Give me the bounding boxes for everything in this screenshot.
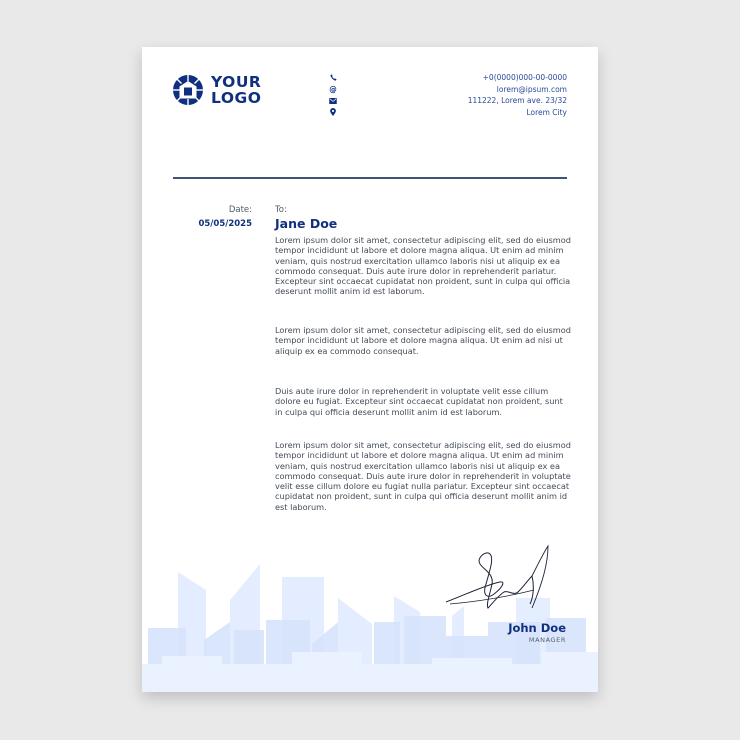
- date-label: Date:: [228, 205, 252, 215]
- recipient-name: Jane Doe: [275, 216, 338, 231]
- to-label: To:: [275, 205, 287, 215]
- body-paragraph-1: Lorem ipsum dolor sit amet, consectetur adipiscing elit, sed do eiusmod tempor incididunt ut labore et dolore magna aliqua. Ut enim ad minim veniam, quis nostrud exercitation ullamco laboris nisi ut aliquip ex ea commodo consequat. Duis aute irure dolor in reprehenderit pariatur. Excepteur sint occaecat cupidatat non proident, sunt in culpa qui officia deserunt mollit anim id est laborum.: [275, 235, 571, 297]
- body-paragraph-3: Duis aute irure dolor in reprehenderit in voluptate velit esse cillum dolore eu fugiat. Excepteur sint occaecat cupidatat non proident, sunt in culpa qui officia deserunt mollit anim id est laborum.: [275, 386, 563, 417]
- email-text: lorem@ipsum.com: [496, 84, 567, 94]
- address-text: 111222, Lorem ave. 23/32: [467, 96, 567, 106]
- contact-address: [327, 95, 567, 107]
- phone-text: +0(0000)000-00-0000: [482, 73, 567, 83]
- company-logo: [172, 74, 261, 106]
- mail-icon: [327, 98, 339, 104]
- logo-line-2: LOGO: [211, 89, 262, 107]
- header-divider: [173, 177, 567, 179]
- body-paragraph-2: Lorem ipsum dolor sit amet, consectetur adipiscing elit, sed do eiusmod tempor incididunt ut labore et dolore magna aliqua. Ut enim ad nisi ut aliquip ex ea commodo consequat.: [275, 325, 571, 356]
- logo-mark-icon: [172, 74, 204, 106]
- contact-city: [327, 107, 567, 119]
- phone-icon: [327, 74, 339, 81]
- date-value: 05/05/2025: [198, 219, 252, 229]
- at-icon: @: [329, 84, 337, 94]
- contact-phone: [327, 72, 567, 84]
- signer-name: John Doe: [508, 621, 566, 635]
- signer-role: MANAGER: [528, 636, 566, 644]
- location-pin-icon: [327, 108, 339, 116]
- city-text: Lorem City: [526, 107, 567, 117]
- handwritten-signature: [442, 544, 554, 616]
- contact-info: [327, 72, 567, 118]
- body-paragraph-4: Lorem ipsum dolor sit amet, consectetur adipiscing elit, sed do eiusmod tempor incididunt ut labore et dolore magna aliqua. Ut enim ad minim veniam, quis nostrud exercitation ullamco laboris nisi ut aliquip ex ea commodo consequat. Duis aute irure dolor in reprehenderit in voluptate velit esse cillum dolore eu fugiat nulla pariatur. Excepteur sint occaecat cupidatat non proident, sunt in culpa qui officia deserunt mollit anim id est laborum.: [275, 440, 571, 512]
- contact-email: [327, 84, 567, 96]
- letterhead-page: [142, 47, 598, 692]
- logo-line-1: YOUR: [211, 73, 262, 91]
- logo-wordmark: [211, 74, 261, 106]
